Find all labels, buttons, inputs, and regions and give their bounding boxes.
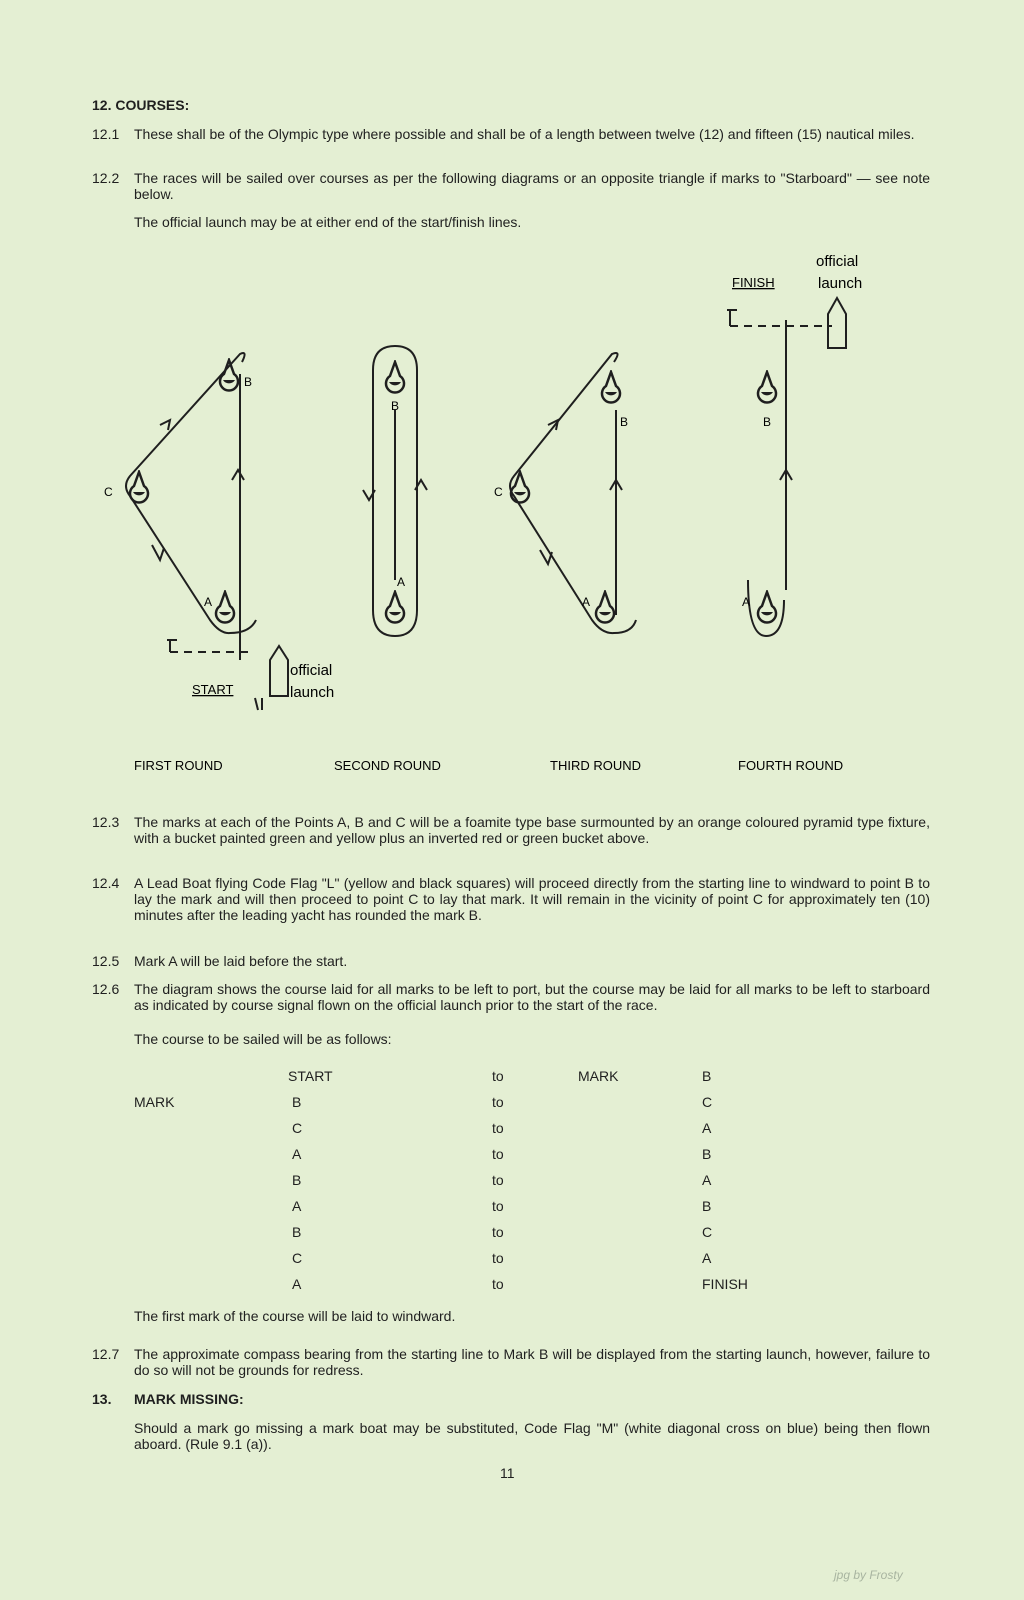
page-number: 11 [500,1465,515,1481]
course-diagrams [90,250,990,800]
row-from: A [292,1276,302,1292]
row-dest: FINISH [702,1276,748,1292]
row-dest: A [702,1172,712,1188]
row-to: to [492,1094,504,1110]
para-12-6-outro: The first mark of the course will be laid to windward. [134,1308,456,1324]
row-from: A [292,1146,302,1162]
section-12-heading: 12. COURSES: [92,97,190,113]
table-header-start: START [288,1068,333,1084]
finish-launch-official: official [816,253,859,270]
para-12-5-number: 12.5 [92,953,120,969]
para-12-2-note: The official launch may be at either end of the start/finish lines. [134,214,522,230]
third-round-label-a: A [582,595,591,609]
table-header-mark: MARK [578,1068,619,1084]
first-round-mark-b-icon [220,360,238,390]
row-from: A [292,1198,302,1214]
fourth-round-mark-b-icon [758,372,776,402]
third-round-mark-b-icon [602,372,620,402]
table-header-to: to [492,1068,504,1084]
table-header-dest: B [702,1068,712,1084]
para-12-2-text: The races will be sailed over courses as per the following diagrams or an opposite triangle if marks to "Starboard" — see note below. [134,170,930,202]
first-round-label-c: C [104,485,113,499]
first-round-mark-a-icon [216,592,234,622]
second-round-label-a: A [397,575,406,589]
start-label: START [192,682,234,697]
third-round-mark-a-icon [596,592,614,622]
first-round-label-a: A [204,595,213,609]
para-12-7-text: The approximate compass bearing from the starting line to Mark B will be displayed from the starting launch, however, failure to do so will not be grounds for redress. [134,1346,930,1378]
fourth-round-course [727,298,846,636]
para-12-2-number: 12.2 [92,170,120,186]
row-dest: A [702,1120,712,1136]
row-dest: B [702,1146,712,1162]
second-round-mark-b-icon [386,362,404,392]
para-12-7-number: 12.7 [92,1346,120,1362]
start-launch-launch: launch [290,684,335,701]
para-12-1-number: 12.1 [92,126,120,142]
row-to: to [492,1172,504,1188]
row-from: C [292,1250,303,1266]
row-dest: C [702,1224,713,1240]
para-12-5-text: Mark A will be laid before the start. [134,953,348,969]
second-round-mark-a-icon [386,592,404,622]
para-12-4-number: 12.4 [92,875,120,891]
para-12-6-text: The diagram shows the course laid for all marks to be left to port, but the course may be laid for all marks to be left to starboard as indicated by course signal flown on the official launch prior to the start of the race. [134,981,930,1013]
third-round-label-c: C [494,485,503,499]
section-13-text: Should a mark go missing a mark boat may be substituted, Code Flag "M" (white diagonal cross on blue) being then flown aboard. (Rule 9.1 (a)). [134,1420,930,1452]
finish-label: FINISH [732,275,775,290]
row-to: to [492,1198,504,1214]
row-dest: A [702,1250,712,1266]
third-round-label-b: B [620,415,629,429]
row-from: B [292,1224,302,1240]
third-round-caption: THIRD ROUND [550,758,641,773]
section-13-number: 13. [92,1391,112,1407]
row-to: to [492,1224,504,1240]
row-to: to [492,1120,504,1136]
row-to: to [492,1250,504,1266]
row-from: B [292,1172,302,1188]
para-12-6-intro: The course to be sailed will be as follows: [134,1031,392,1047]
fourth-round-mark-a-icon [758,592,776,622]
fourth-round-label-a: A [742,595,751,609]
scan-credit: jpg by Frosty [834,1568,903,1582]
finish-launch-launch: launch [818,275,863,292]
row-dest: C [702,1094,713,1110]
first-round-caption: FIRST ROUND [134,758,223,773]
first-round-course [126,353,288,710]
row-to: to [492,1146,504,1162]
second-round-label-b: B [391,399,400,413]
section-13-title: MARK MISSING: [134,1391,244,1407]
second-round-caption: SECOND ROUND [334,758,441,773]
para-12-3-text: The marks at each of the Points A, B and C will be a foamite type base surmounted by an orange coloured pyramid type fixture, with a bucket painted green and yellow plus an inverted red or green bucket above. [134,814,930,846]
table-row-label: MARK [134,1094,175,1110]
para-12-6-number: 12.6 [92,981,120,997]
row-dest: B [702,1198,712,1214]
first-round-mark-c-icon [130,472,148,502]
start-launch-official: official [290,662,333,679]
first-round-label-b: B [244,375,253,389]
fourth-round-label-b: B [763,415,772,429]
para-12-1-text: These shall be of the Olympic type where possible and shall be of a length between twelve (12) and fifteen (15) nautical miles. [134,126,915,142]
para-12-4-text: A Lead Boat flying Code Flag "L" (yellow and black squares) will proceed directly from the starting line to windward to point B to lay the mark and will then proceed to point C to lay that mark. It will remain in the vicinity of point C for approximately ten (10) minutes after the leading yacht has rounded the mark B. [134,875,930,923]
row-from: B [292,1094,302,1110]
row-from: C [292,1120,303,1136]
para-12-3-number: 12.3 [92,814,120,830]
row-to: to [492,1276,504,1292]
fourth-round-caption: FOURTH ROUND [738,758,844,773]
